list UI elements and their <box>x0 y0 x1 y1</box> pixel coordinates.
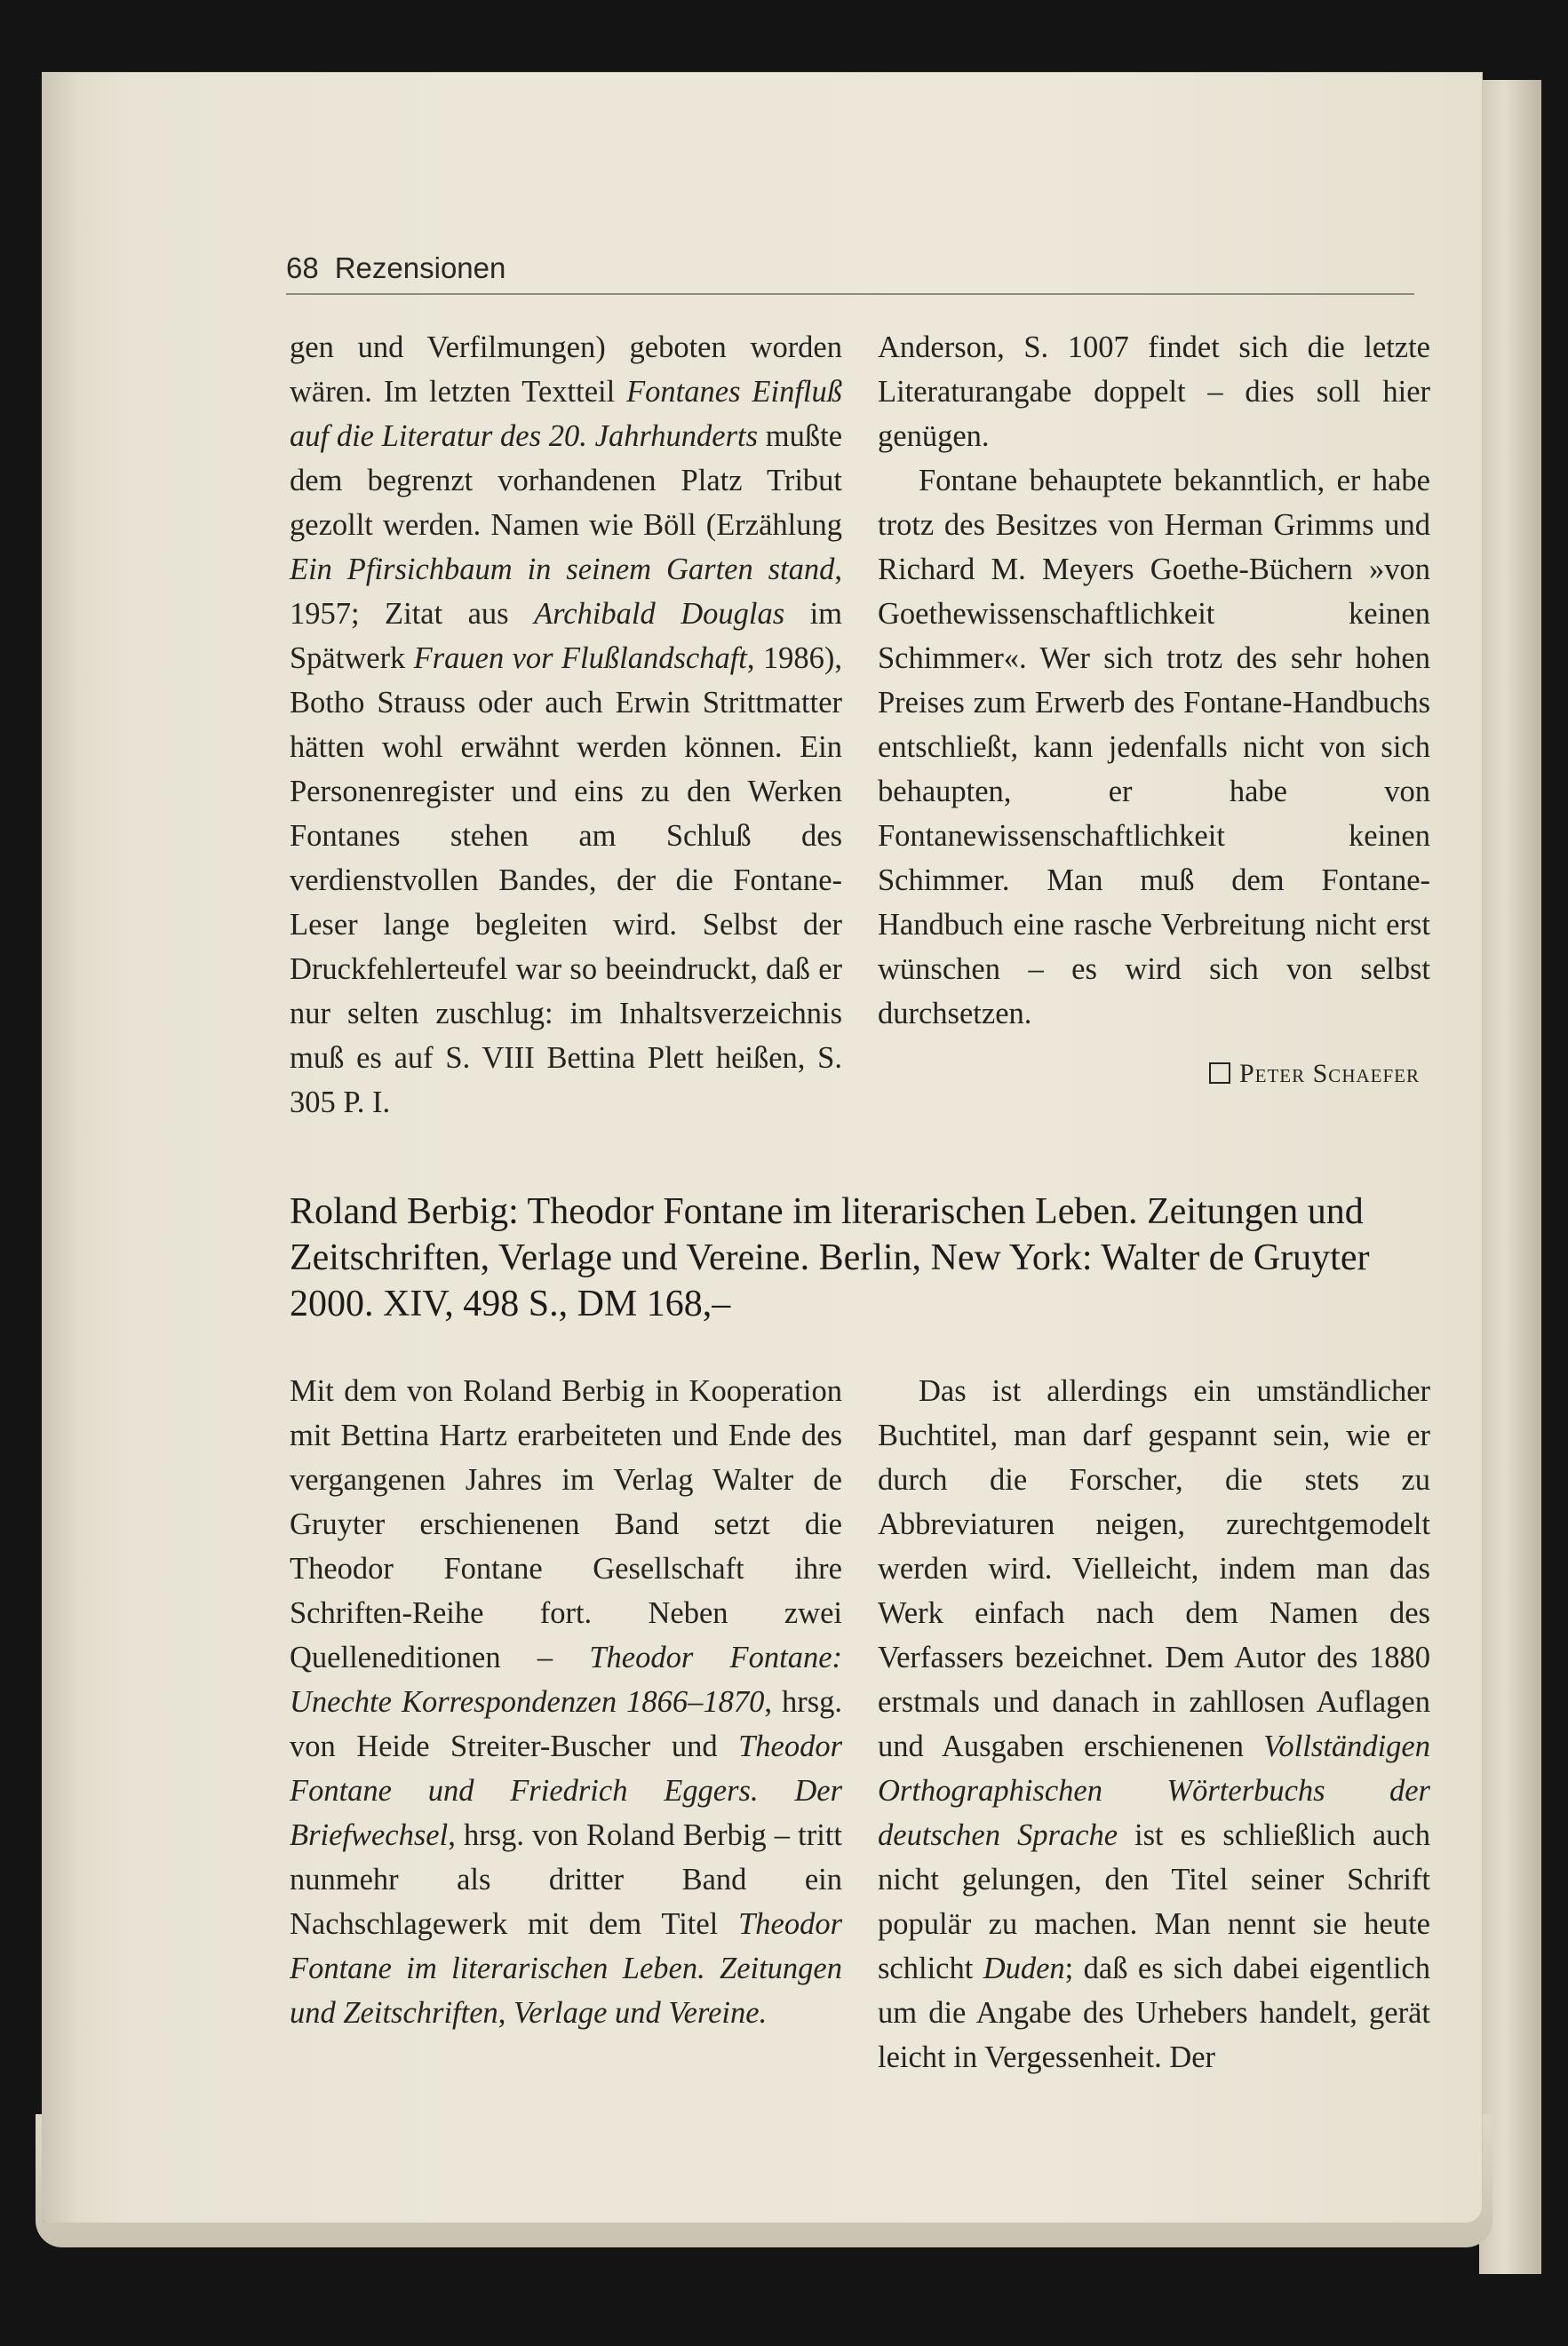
review-left-column <box>290 1369 842 2035</box>
text-run: , 1957; Zitat aus <box>290 553 842 631</box>
italic-title: Theodor Fontane und Friedrich Eggers. Der Briefwechsel <box>290 1730 842 1852</box>
text-run: , hrsg. von Roland Berbig – tritt nunmehr als dritter Band ein Nachschlagewerk mit dem Titel <box>290 1818 842 1941</box>
text-run: ist es schließlich auch nicht gelungen, den Titel seiner Schrift populär zu machen. Man nennt sie heute schlicht <box>878 1818 1430 1985</box>
italic-title: Theodor Fontane im literarischen Leben. Zeitungen und Zeitschriften, Verlage und Vereine. <box>290 1907 842 2030</box>
text-run: , hrsg. von Heide Streiter-Buscher und <box>290 1685 842 1763</box>
text-run: ; daß es sich dabei eigentlich um die Angabe des Urhebers handelt, gerät leicht in Vergessenheit. Der <box>878 1952 1430 2074</box>
italic-title: Fontanes Einfluß auf die Literatur des 20. Jahrhunderts <box>290 375 842 453</box>
reviewer-name: Peter Schaefer <box>1238 1059 1420 1088</box>
prev-review-paragraph: Fontane behauptete bekanntlich, er habe trotz des Besitzes von Herman Grimms und Richard M. Meyers Goethe-Büchern »von Goethewissenschaftlichkeit keinen Schimmer«. Wer sich trotz des sehr hohen Preises zum Erwerb des Fontane-Handbuchs entschließt, kann jedenfalls nicht von sich behaupten, er habe von Fontanewissenschaftlichkeit keinen Schimmer. Man muß dem Fontane-Handbuch eine rasche Verbreitung nicht erst wünschen – es wird sich von selbst durchsetzen. <box>878 464 1430 1030</box>
review-paragraph <box>290 1369 842 2035</box>
page-number: 68 <box>286 251 319 284</box>
text-run: Mit dem von Roland Berbig in Kooperation mit Bettina Hartz erarbeiteten und Ende des vergangenen Jahres im Verlag Walter de Gruyter erschienenen Band setzt die Theodor Fontane Gesellschaft ihre Schriften-Reihe fort. Neben zwei Quelleneditionen – <box>290 1374 842 1674</box>
prev-review-right-column <box>878 325 1430 1036</box>
text-run: mußte dem begrenzt vorhandenen Platz Tribut gezollt werden. Namen wie Böll (Erzählung <box>290 419 843 542</box>
section-title: Rezensionen <box>334 251 506 284</box>
page-edge-right <box>1479 80 1541 2274</box>
end-mark-box-icon <box>1209 1062 1230 1084</box>
text-run: , 1986), Botho Strauss oder auch Erwin Strittmatter hätten wohl erwähnt werden können. Ein Personenregister und eins zu den Werken Fontanes stehen am Schluß des verdienstvollen Bandes, der die Fontane-Leser lange begleiten wird. Selbst der Druckfehlerteufel war so beeindruckt, daß er nur selten zuschlug: im Inhaltsverzeichnis muß es auf S. VIII Bettina Plett heißen, S. 305 P. I. <box>290 641 842 1119</box>
italic-title: Vollständigen Orthographischen Wörterbuchs der deutschen Sprache <box>878 1730 1430 1852</box>
review-heading: Roland Berbig: Theodor Fontane im literarischen Leben. Zeitungen und Zeitschriften, Verlage und Vereine. Berlin, New York: Walter de Gruyter 2000. XIV, 498 S., DM 168,– <box>290 1191 1370 1324</box>
italic-title: Duden <box>983 1952 1065 1985</box>
italic-title: Frauen vor Flußlandschaft <box>413 641 747 675</box>
review-paragraph <box>878 1369 1430 2080</box>
text-run: im Spätwerk <box>290 597 843 675</box>
italic-title: Archibald Douglas <box>534 597 785 631</box>
prev-review-paragraph <box>290 325 842 1125</box>
text-run: Das ist allerdings ein umständlicher Buchtitel, man darf gespannt sein, wie er durch die Forscher, die stets zu Abbreviaturen neigen, zurechtgemodelt werden wird. Vielleicht, indem man das Werk einfach nach dem Namen des Verfassers bezeichnet. Dem Autor des 1880 erstmals und danach in zahllosen Auflagen und Ausgaben erschienenen <box>878 1374 1430 1763</box>
reviewer-signature <box>878 1059 1420 1089</box>
running-header <box>286 251 1414 295</box>
page-fold-shadow <box>43 73 78 2223</box>
text-run: gen und Verfilmungen) geboten worden wären. Im letzten Textteil <box>290 330 842 409</box>
prev-review-left-column <box>290 325 842 1125</box>
italic-title: Theodor Fontane: Unechte Korrespondenzen 1866–1870 <box>290 1641 843 1719</box>
italic-title: Ein Pfirsichbaum in seinem Garten stand <box>290 553 835 586</box>
review-right-column <box>878 1369 1430 2080</box>
prev-review-paragraph: Anderson, S. 1007 findet sich die letzte Literaturangabe doppelt – dies soll hier genügen. <box>878 330 1430 453</box>
